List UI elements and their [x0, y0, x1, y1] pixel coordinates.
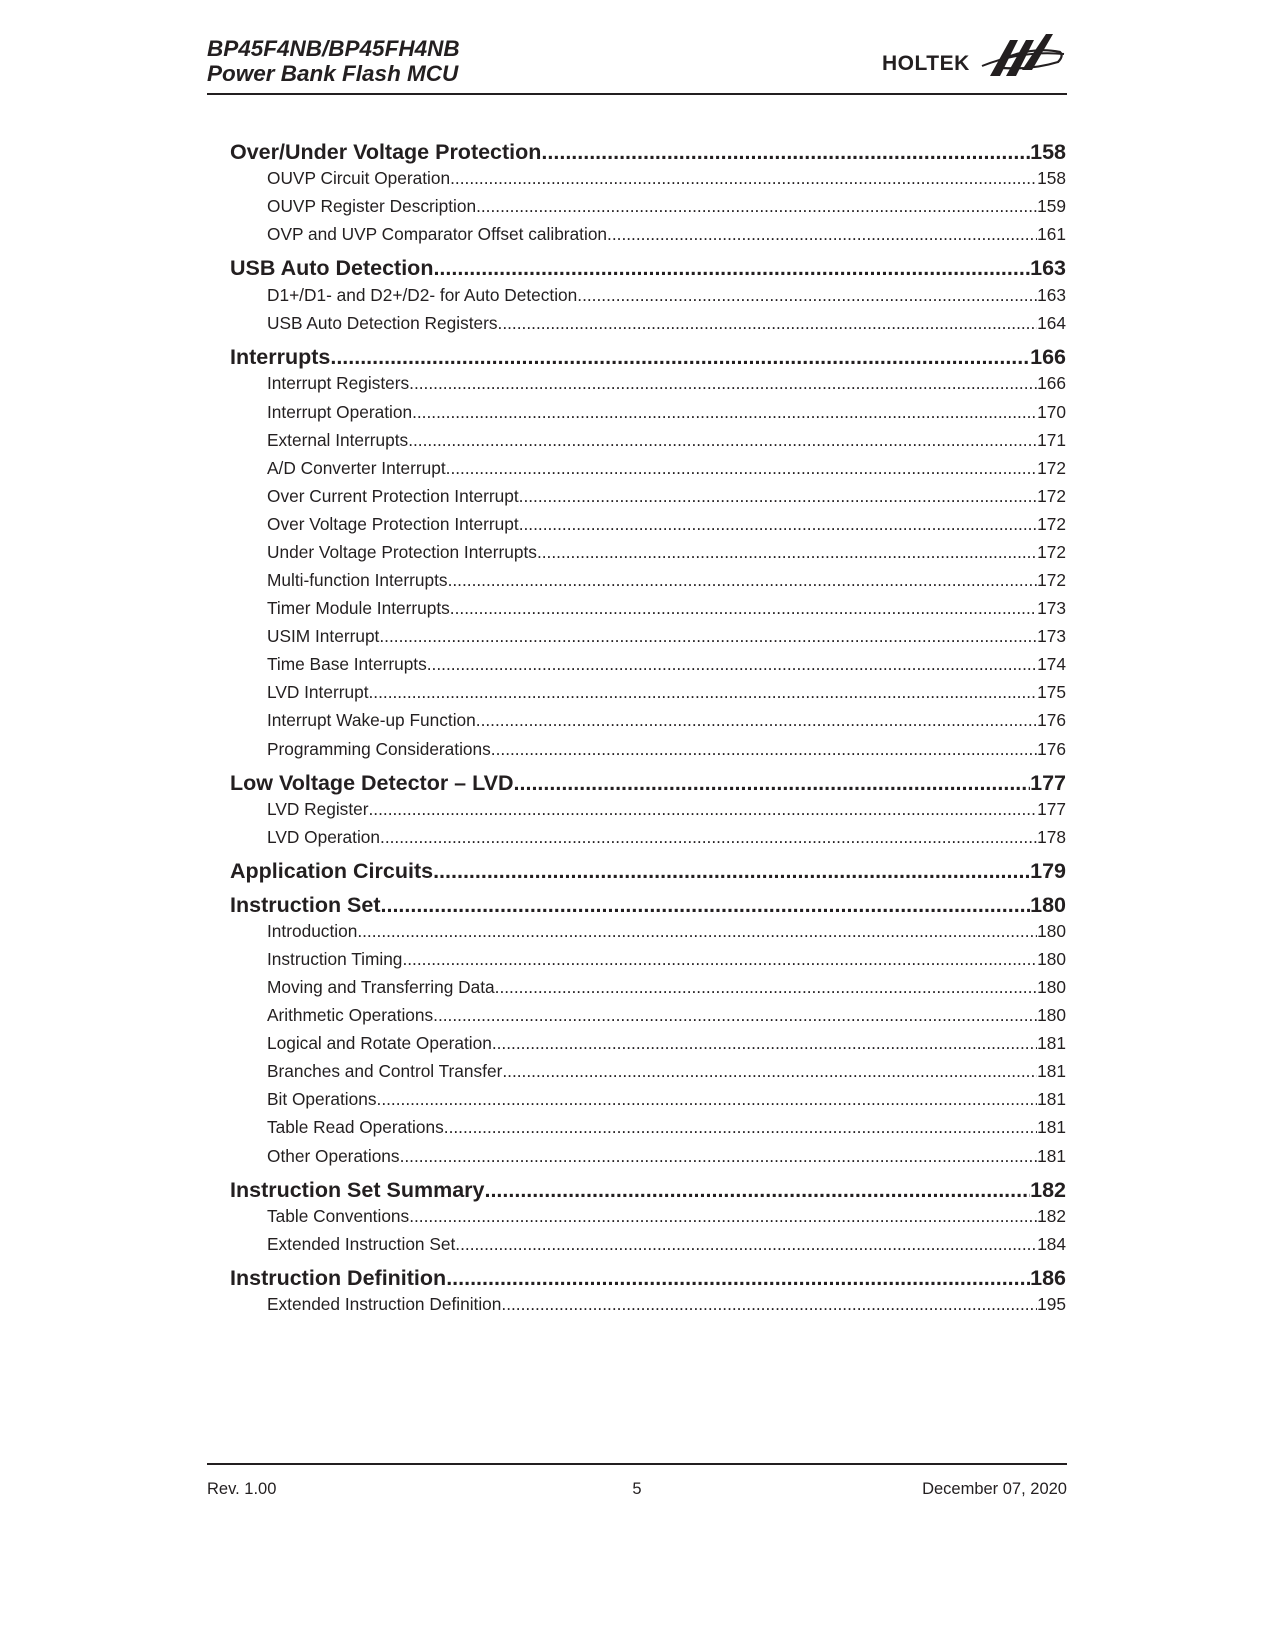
toc-title: Interrupt Operation — [267, 402, 413, 422]
toc-page: 182 — [1030, 1178, 1066, 1202]
toc-leader — [476, 710, 1037, 731]
toc-page: 177 — [1037, 799, 1066, 819]
toc-entry-ad-converter-interrupt[interactable] — [230, 458, 1066, 482]
toc-title: Interrupt Wake-up Function — [267, 710, 476, 730]
toc-page: 158 — [1030, 140, 1066, 164]
toc-entry-table-conventions[interactable] — [230, 1206, 1066, 1230]
toc-entry-timer-module-interrupts[interactable] — [230, 598, 1066, 622]
toc-title: Instruction Timing — [267, 949, 403, 969]
toc-leader — [379, 626, 1037, 647]
document-date: December 07, 2020 — [922, 1480, 1067, 1498]
toc-page: 180 — [1037, 1005, 1066, 1025]
toc-leader — [446, 1266, 1030, 1291]
toc-leader — [577, 285, 1037, 306]
toc-leader — [400, 1146, 1038, 1167]
toc-leader — [501, 1294, 1037, 1315]
toc-section-interrupts[interactable] — [230, 345, 1066, 375]
toc-title: USIM Interrupt — [267, 626, 380, 646]
toc-page: 180 — [1037, 921, 1066, 941]
toc-entry-moving-and-transferring-data[interactable] — [230, 977, 1066, 1001]
toc-entry-ouvp-circuit-operation[interactable] — [230, 168, 1066, 192]
toc-leader — [409, 1206, 1037, 1227]
toc-title: Table Conventions — [267, 1206, 410, 1226]
toc-page: 158 — [1037, 168, 1066, 188]
toc-section-low-voltage-detector[interactable] — [230, 771, 1066, 801]
toc-page: 172 — [1037, 542, 1066, 562]
toc-page: 195 — [1037, 1294, 1066, 1314]
toc-title: Introduction — [267, 921, 358, 941]
toc-page: 173 — [1037, 598, 1066, 618]
toc-entry-extended-instruction-set[interactable] — [230, 1234, 1066, 1258]
toc-title: A/D Converter Interrupt — [267, 458, 446, 478]
toc-title: OUVP Circuit Operation — [267, 168, 451, 188]
toc-page: 170 — [1037, 402, 1066, 422]
toc-title: Extended Instruction Definition — [267, 1294, 502, 1314]
toc-section-usb-auto-detection[interactable] — [230, 256, 1066, 286]
toc-title: Moving and Transferring Data — [267, 977, 495, 997]
toc-entry-interrupt-wake-up-function[interactable] — [230, 710, 1066, 734]
toc-title: LVD Interrupt — [267, 682, 369, 702]
toc-leader — [502, 1061, 1037, 1082]
toc-leader — [402, 949, 1037, 970]
svg-text:HOLTEK: HOLTEK — [882, 52, 970, 75]
toc-page: 184 — [1037, 1234, 1066, 1254]
toc-title: External Interrupts — [267, 430, 409, 450]
toc-title: Programming Considerations — [267, 739, 491, 759]
toc-section-instruction-set-summary[interactable] — [230, 1178, 1066, 1208]
toc-leader — [408, 430, 1037, 451]
toc-page: 175 — [1037, 682, 1066, 702]
toc-title: Over/Under Voltage Protection — [230, 140, 542, 164]
toc-page: 186 — [1030, 1266, 1066, 1290]
toc-entry-interrupt-registers[interactable] — [230, 373, 1066, 397]
toc-entry-instruction-timing[interactable] — [230, 949, 1066, 973]
toc-leader — [409, 373, 1037, 394]
toc-leader — [607, 224, 1037, 245]
toc-entry-multi-function-interrupts[interactable] — [230, 570, 1066, 594]
toc-page: 180 — [1030, 893, 1066, 917]
revision-label: Rev. 1.00 — [207, 1480, 277, 1498]
toc-title: Logical and Rotate Operation — [267, 1033, 492, 1053]
toc-page: 173 — [1037, 626, 1066, 646]
toc-entry-ovp-uvp-offset-calibration[interactable] — [230, 224, 1066, 248]
toc-title: Interrupts — [230, 345, 331, 369]
toc-entry-over-voltage-protection-interrupt[interactable] — [230, 514, 1066, 538]
toc-leader — [427, 654, 1037, 675]
toc-entry-d1-d2-auto-detection[interactable] — [230, 285, 1066, 309]
toc-title: Over Voltage Protection Interrupt — [267, 514, 519, 534]
toc-title: Low Voltage Detector – LVD — [230, 771, 514, 795]
toc-entry-time-base-interrupts[interactable] — [230, 654, 1066, 678]
toc-leader — [433, 859, 1030, 884]
toc-page: 174 — [1037, 654, 1066, 674]
toc-section-instruction-set[interactable] — [230, 893, 1066, 923]
toc-leader — [514, 771, 1031, 796]
toc-leader — [433, 1005, 1037, 1026]
toc-page: 176 — [1037, 739, 1066, 759]
toc-title: Instruction Definition — [230, 1266, 447, 1290]
toc-title: Table Read Operations — [267, 1117, 444, 1137]
toc-title: Other Operations — [267, 1146, 400, 1166]
toc-section-instruction-definition[interactable] — [230, 1266, 1066, 1296]
toc-leader — [484, 1178, 1030, 1203]
toc-title: Under Voltage Protection Interrupts — [267, 542, 537, 562]
holtek-logo — [882, 26, 1067, 88]
toc-leader — [519, 514, 1037, 535]
toc-page: 182 — [1037, 1206, 1066, 1226]
toc-page: 181 — [1037, 1146, 1066, 1166]
toc-title: Instruction Set — [230, 893, 381, 917]
toc-entry-extended-instruction-definition[interactable] — [230, 1294, 1066, 1318]
document-subtitle: Power Bank Flash MCU — [207, 61, 459, 86]
toc-page: 163 — [1030, 256, 1066, 280]
toc-page: 172 — [1037, 458, 1066, 478]
toc-leader — [476, 196, 1037, 217]
toc-page: 179 — [1030, 859, 1066, 883]
toc-page: 159 — [1037, 196, 1066, 216]
toc-section-over-under-voltage-protection[interactable] — [230, 140, 1066, 170]
toc-title: Arithmetic Operations — [267, 1005, 434, 1025]
toc-title: D1+/D1- and D2+/D2- for Auto Detection — [267, 285, 578, 305]
toc-page: 176 — [1037, 710, 1066, 730]
header-divider — [207, 93, 1067, 95]
toc-leader — [446, 458, 1038, 479]
toc-entry-other-operations[interactable] — [230, 1146, 1066, 1170]
toc-entry-over-current-protection-interrupt[interactable] — [230, 486, 1066, 510]
toc-entry-external-interrupts[interactable] — [230, 430, 1066, 454]
toc-leader — [330, 345, 1030, 370]
toc-leader — [491, 739, 1037, 760]
toc-page: 181 — [1037, 1033, 1066, 1053]
toc-entry-programming-considerations[interactable] — [230, 739, 1066, 763]
toc-title: Interrupt Registers — [267, 373, 410, 393]
toc-title: OUVP Register Description — [267, 196, 477, 216]
toc-title: Branches and Control Transfer — [267, 1061, 503, 1081]
toc-leader — [433, 256, 1030, 281]
toc-leader — [450, 598, 1037, 619]
toc-entry-under-voltage-protection-interrupts[interactable] — [230, 542, 1066, 566]
toc-leader — [455, 1234, 1037, 1255]
toc-entry-interrupt-operation[interactable] — [230, 402, 1066, 426]
toc-page: 181 — [1037, 1117, 1066, 1137]
toc-page: 166 — [1037, 373, 1066, 393]
toc-title: LVD Operation — [267, 827, 381, 847]
toc-title: Time Base Interrupts — [267, 654, 427, 674]
toc-title: Application Circuits — [230, 859, 434, 883]
toc-entry-usim-interrupt[interactable] — [230, 626, 1066, 650]
toc-title: Multi-function Interrupts — [267, 570, 448, 590]
toc-page: 172 — [1037, 514, 1066, 534]
toc-leader — [537, 542, 1037, 563]
toc-leader — [541, 140, 1030, 165]
toc-entry-lvd-operation[interactable] — [230, 827, 1066, 851]
toc-leader — [369, 682, 1038, 703]
toc-entry-logical-and-rotate-operation[interactable] — [230, 1033, 1066, 1057]
toc-page: 164 — [1037, 313, 1066, 333]
toc-entry-branches-and-control-transfer[interactable] — [230, 1061, 1066, 1085]
toc-page: 166 — [1030, 345, 1066, 369]
toc-leader — [495, 977, 1038, 998]
toc-section-application-circuits[interactable] — [230, 859, 1066, 889]
toc-entry-lvd-register[interactable] — [230, 799, 1066, 823]
toc-leader — [450, 168, 1037, 189]
toc-leader — [377, 1089, 1038, 1110]
toc-title: Over Current Protection Interrupt — [267, 486, 519, 506]
toc-leader — [444, 1117, 1037, 1138]
footer-divider — [207, 1463, 1067, 1465]
toc-entry-arithmetic-operations[interactable] — [230, 1005, 1066, 1029]
toc-page: 172 — [1037, 486, 1066, 506]
toc-entry-usb-auto-detection-registers[interactable] — [230, 313, 1066, 337]
toc-leader — [412, 402, 1037, 423]
page-header — [207, 36, 1067, 96]
toc-page: 180 — [1037, 949, 1066, 969]
toc-title: LVD Register — [267, 799, 369, 819]
toc-page: 163 — [1037, 285, 1066, 305]
toc-leader — [369, 799, 1038, 820]
toc-leader — [519, 486, 1038, 507]
toc-leader — [357, 921, 1037, 942]
toc-title: Bit Operations — [267, 1089, 377, 1109]
page-footer — [207, 1480, 1067, 1502]
toc-title: Extended Instruction Set — [267, 1234, 456, 1254]
toc-page: 172 — [1037, 570, 1066, 590]
document-title: BP45F4NB/BP45FH4NB — [207, 36, 460, 61]
toc-leader — [492, 1033, 1037, 1054]
toc-page: 177 — [1030, 771, 1066, 795]
toc-page: 181 — [1037, 1061, 1066, 1081]
toc-title: Timer Module Interrupts — [267, 598, 450, 618]
toc-leader — [381, 893, 1031, 918]
toc-title: USB Auto Detection Registers — [267, 313, 498, 333]
toc-title: OVP and UVP Comparator Offset calibration — [267, 224, 608, 244]
toc-page: 180 — [1037, 977, 1066, 997]
toc-leader — [498, 313, 1038, 334]
toc-page: 178 — [1037, 827, 1066, 847]
toc-entry-lvd-interrupt[interactable] — [230, 682, 1066, 706]
toc-title: USB Auto Detection — [230, 256, 434, 280]
toc-page: 181 — [1037, 1089, 1066, 1109]
toc-entry-bit-operations[interactable] — [230, 1089, 1066, 1113]
toc-entry-introduction[interactable] — [230, 921, 1066, 945]
toc-entry-ouvp-register-description[interactable] — [230, 196, 1066, 220]
toc-page: 161 — [1037, 224, 1066, 244]
toc-entry-table-read-operations[interactable] — [230, 1117, 1066, 1141]
toc-leader — [380, 827, 1037, 848]
toc-leader — [448, 570, 1038, 591]
toc-page: 171 — [1037, 430, 1066, 450]
page-number: 5 — [632, 1480, 642, 1498]
toc-title: Instruction Set Summary — [230, 1178, 485, 1202]
